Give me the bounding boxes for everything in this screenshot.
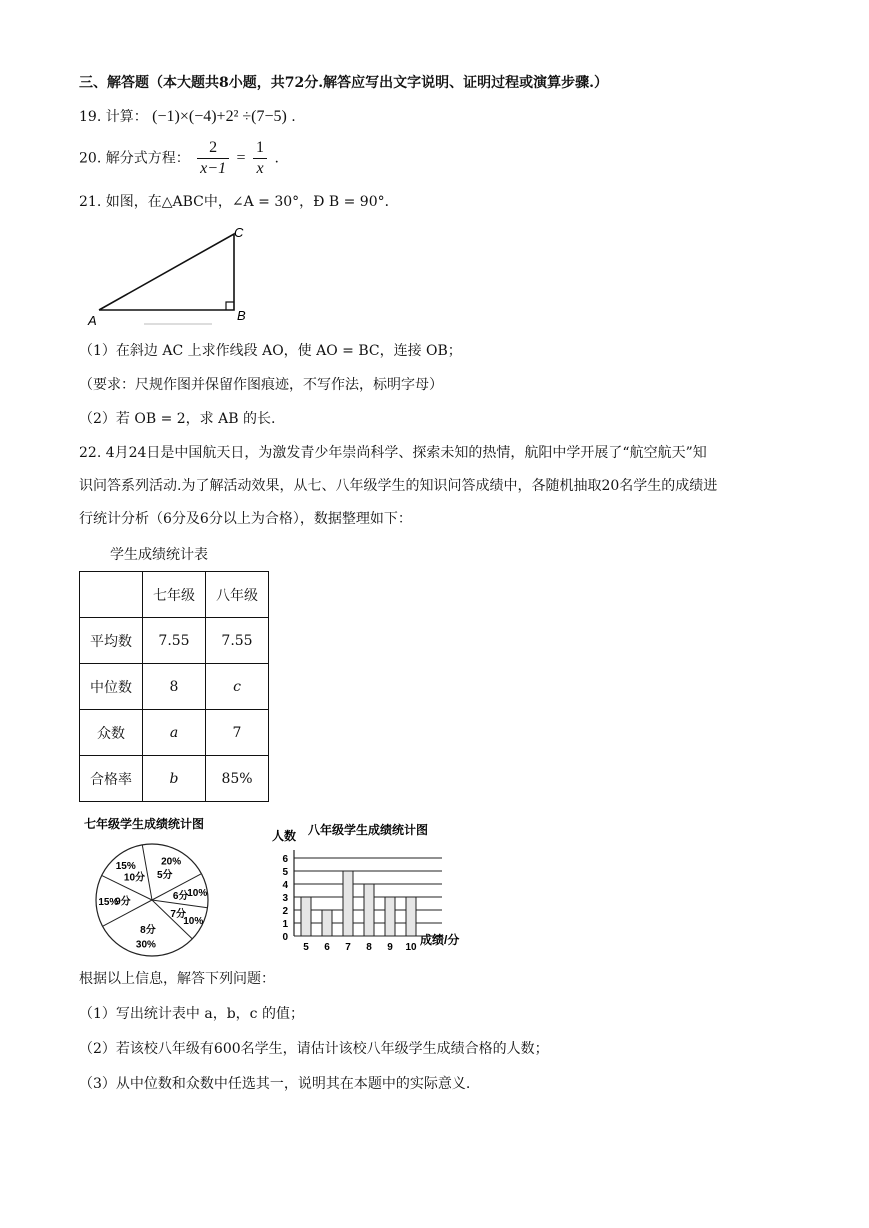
x-tick-label: 10 xyxy=(405,942,417,953)
q20-equals: = xyxy=(236,149,246,167)
x-tick-label: 8 xyxy=(366,942,372,953)
q20-number: 20. xyxy=(79,150,102,167)
table-cell: b xyxy=(143,756,206,802)
section-header: 三、解答题（本大题共8小题，共72分.解答应写出文字说明、证明过程或演算步骤.） xyxy=(79,75,608,91)
pie-slice-percent: 20% xyxy=(161,856,182,868)
pie-slice-category: 5分 xyxy=(156,869,173,881)
q20-lhs-fraction xyxy=(197,138,229,179)
table-cell: 合格率 xyxy=(80,756,143,802)
y-tick-label: 0 xyxy=(282,932,288,943)
table-cell: a xyxy=(143,710,206,756)
question-20 xyxy=(79,138,279,179)
question-19 xyxy=(79,106,296,126)
pie-slice-category: 10分 xyxy=(123,872,146,884)
x-tick-label: 7 xyxy=(345,942,351,953)
table-row xyxy=(80,710,269,756)
q22-line2: 识问答系列活动.为了解活动效果，从七、八年级学生的知识问答成绩中，各随机抽取20名学生的成绩进 xyxy=(79,478,718,494)
y-tick-label: 5 xyxy=(282,867,288,878)
q20-lhs-numerator: 2 xyxy=(197,138,229,159)
stats-table xyxy=(79,571,269,802)
q22-line3: 行统计分析（6分及6分以上为合格），数据整理如下： xyxy=(79,511,412,527)
right-angle-mark xyxy=(226,302,234,310)
table-header-cell: 八年级 xyxy=(206,572,269,618)
q20-rhs-fraction xyxy=(253,138,267,179)
grade7-pie-chart xyxy=(82,812,242,960)
bar-title: 八年级学生成绩统计图 xyxy=(308,823,429,837)
q21-requirement: （要求：尺规作图并保留作图痕迹，不写作法，标明字母） xyxy=(79,377,443,393)
q19-expression: (−1)×(−4)+2² ÷(7−5) xyxy=(152,108,287,125)
pie-slice-percent: 15% xyxy=(98,896,119,908)
pie-slice-category: 7分 xyxy=(170,908,186,920)
pie-slice-category: 6分 xyxy=(172,890,189,902)
table-row xyxy=(80,756,269,802)
q22-part1: （1）写出统计表中 a，b，c 的值； xyxy=(79,1006,304,1022)
table-header-cell xyxy=(80,572,143,618)
triangle-figure xyxy=(84,224,254,330)
table-cell: 8 xyxy=(143,664,206,710)
y-tick-label: 4 xyxy=(282,880,288,891)
q20-lhs-denominator: x−1 xyxy=(200,160,227,177)
x-tick-label: 9 xyxy=(387,942,393,953)
table-cell: 7.55 xyxy=(206,618,269,664)
table-cell: 平均数 xyxy=(80,618,143,664)
q19-prompt: 计算： xyxy=(105,109,148,125)
table-cell: 众数 xyxy=(80,710,143,756)
table-header-cell: 七年级 xyxy=(143,572,206,618)
pie-slice-category: 8分 xyxy=(140,924,156,936)
q20-prompt: 解分式方程： xyxy=(105,150,190,167)
grade8-bar-chart xyxy=(270,812,480,960)
table-row xyxy=(80,664,269,710)
bar-ylabel: 人数 xyxy=(272,829,297,843)
table-cell: 7.55 xyxy=(143,618,206,664)
table-cell: c xyxy=(206,664,269,710)
bar xyxy=(301,897,311,936)
bar xyxy=(322,910,332,936)
q21-part2: （2）若 OB = 2，求 AB 的长. xyxy=(79,411,276,427)
table-header-row xyxy=(80,572,269,618)
q21-number: 21. xyxy=(79,194,102,210)
q19-number: 19. xyxy=(79,109,102,125)
bar-xlabel: 成绩/分 xyxy=(420,933,460,947)
y-tick-label: 3 xyxy=(282,893,288,904)
x-tick-label: 5 xyxy=(303,942,309,953)
q22-part3: （3）从中位数和众数中任选其一，说明其在本题中的实际意义. xyxy=(79,1076,471,1092)
table-row xyxy=(80,618,269,664)
label-b: B xyxy=(237,308,246,323)
q20-end: . xyxy=(274,150,279,167)
q22-line1: 22. 4月24日是中国航天日，为激发青少年崇尚科学、探索未知的热情，航阳中学开展了“航空航天”知 xyxy=(79,445,707,461)
table-title: 学生成绩统计表 xyxy=(110,547,208,563)
table-cell: 中位数 xyxy=(80,664,143,710)
pie-slice-percent: 10% xyxy=(183,916,204,928)
y-tick-label: 1 xyxy=(282,919,288,930)
q21-part1: （1）在斜边 AC 上求作线段 AO，使 AO = BC，连接 OB； xyxy=(79,343,462,359)
bar xyxy=(364,884,374,936)
pie-slice-percent: 15% xyxy=(115,861,136,873)
q19-end: . xyxy=(291,109,296,125)
y-tick-label: 2 xyxy=(282,906,288,917)
bar xyxy=(343,871,353,936)
q20-rhs-denominator: x xyxy=(256,160,264,177)
y-tick-label: 6 xyxy=(282,854,288,865)
q22-part2: （2）若该校八年级有600名学生，请估计该校八年级学生成绩合格的人数； xyxy=(79,1041,549,1057)
x-tick-label: 6 xyxy=(324,942,330,953)
question-21-stem xyxy=(79,191,399,211)
bar xyxy=(406,897,416,936)
label-c: C xyxy=(234,225,244,240)
pie-slice-percent: 10% xyxy=(187,888,208,900)
label-a: A xyxy=(88,313,97,328)
q22-after: 根据以上信息，解答下列问题： xyxy=(79,971,275,987)
triangle-abc xyxy=(99,234,234,310)
pie-slice-category: 9分 xyxy=(115,896,131,908)
q21-stem-text: 如图，在△ABC中，∠A = 30°，Ð B = 90°． xyxy=(105,194,399,210)
pie-title: 七年级学生成绩统计图 xyxy=(84,817,205,831)
table-cell: 7 xyxy=(206,710,269,756)
pie-slice-percent: 30% xyxy=(135,939,156,951)
bar xyxy=(385,897,395,936)
q20-rhs-numerator: 1 xyxy=(253,138,267,159)
table-cell: 85% xyxy=(206,756,269,802)
